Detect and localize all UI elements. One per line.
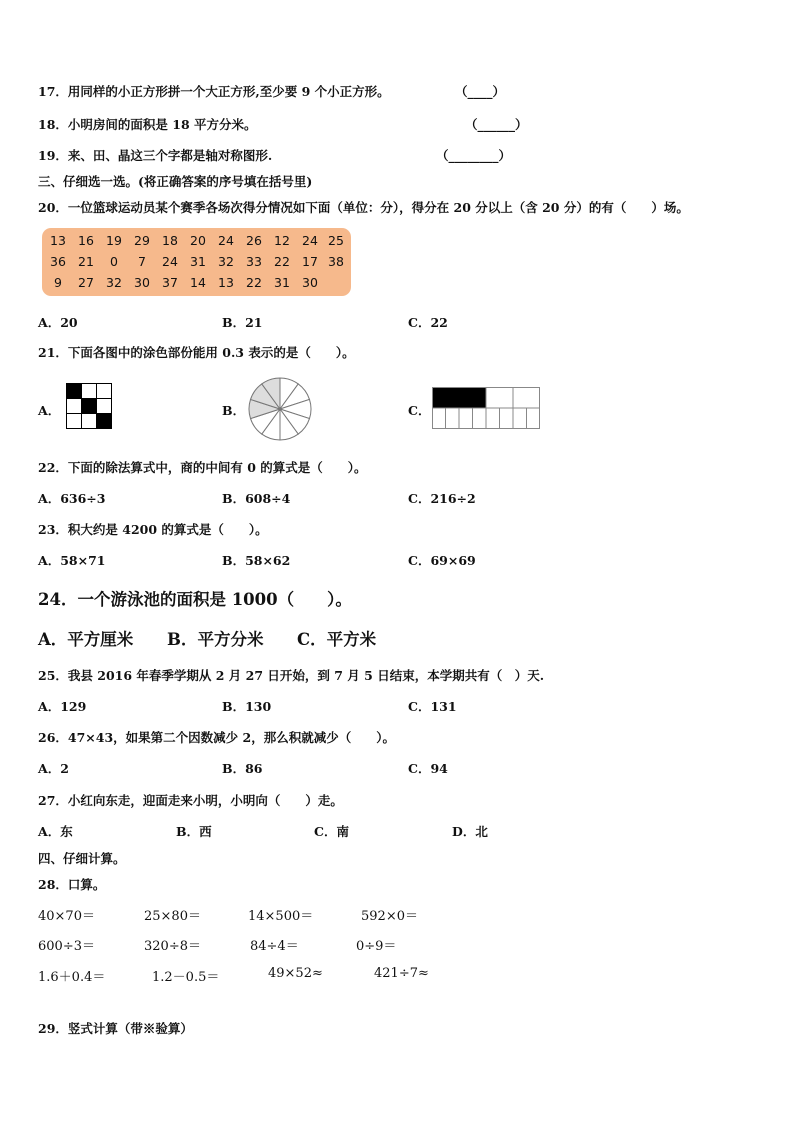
option-25-c[interactable]: C．131 (408, 699, 457, 714)
option-23-a[interactable]: A．58×71 (38, 553, 106, 568)
score-cell: 29 (134, 233, 150, 248)
option-21-b-label[interactable]: B． (222, 403, 246, 418)
score-cell: 30 (134, 275, 150, 290)
score-cell: 31 (190, 254, 206, 269)
question-22: 22．下面的除法算式中，商的中间有 0 的算式是（ ）。 (38, 460, 367, 475)
option-25-a[interactable]: A．129 (38, 699, 87, 714)
score-cell: 20 (190, 233, 206, 248)
calc-item: 1.6＋0.4＝ (38, 970, 106, 985)
question-18: 18．小明房间的面积是 18 平方分米。 (38, 117, 257, 132)
score-cell: 32 (106, 275, 122, 290)
option-20-b[interactable]: B．21 (222, 315, 263, 330)
score-cell: 37 (162, 275, 178, 290)
option-26-a[interactable]: A．2 (38, 761, 69, 776)
question-21: 21．下面各图中的涂色部份能用 0.3 表示的是（ ）。 (38, 345, 355, 360)
question-24: 24．一个游泳池的面积是 1000（ ）。 (38, 590, 352, 609)
score-cell: 12 (274, 233, 290, 248)
score-table (42, 228, 351, 296)
score-cell: 24 (162, 254, 178, 269)
score-cell: 21 (78, 254, 94, 269)
calc-item: 600÷3＝ (38, 939, 95, 954)
score-cell: 38 (328, 254, 344, 269)
option-21-c-label[interactable]: C． (408, 403, 431, 418)
option-26-b[interactable]: B．86 (222, 761, 263, 776)
answer-blank-17[interactable]: （____） (455, 84, 506, 99)
option-20-c[interactable]: C．22 (408, 315, 448, 330)
score-cell: 14 (190, 275, 206, 290)
calc-item: 14×500＝ (248, 909, 314, 924)
score-cell: 13 (218, 275, 234, 290)
option-25-b[interactable]: B．130 (222, 699, 272, 714)
score-cell: 16 (78, 233, 94, 248)
score-cell: 18 (162, 233, 178, 248)
calc-item: 320÷8＝ (144, 939, 201, 954)
figure-21-c-rectangle[interactable] (432, 387, 540, 429)
question-29: 29．竖式计算（带※验算） (38, 1021, 193, 1036)
option-20-a[interactable]: A．20 (38, 315, 78, 330)
score-cell: 27 (78, 275, 94, 290)
figure-21-b-circle[interactable] (248, 377, 312, 441)
option-22-a[interactable]: A．636÷3 (38, 491, 106, 506)
calc-item: 592×0＝ (361, 909, 418, 924)
calc-item: 1.2－0.5＝ (152, 970, 220, 985)
score-cell: 22 (274, 254, 290, 269)
score-cell: 13 (50, 233, 66, 248)
score-cell: 31 (274, 275, 290, 290)
option-26-c[interactable]: C．94 (408, 761, 448, 776)
question-26: 26．47×43，如果第二个因数减少 2，那么积就减少（ ）。 (38, 730, 395, 745)
question-27: 27．小红向东走，迎面走来小明，小明向（ ）走。 (38, 793, 343, 808)
answer-blank-19[interactable]: （________） (436, 148, 512, 163)
question-20: 20．一位篮球运动员某个赛季各场次得分情况如下面（单位：分），得分在 20 分以上（含 20 分）的有（ ）场。 (38, 200, 689, 215)
option-27-b[interactable]: B．西 (176, 824, 212, 839)
option-24-c[interactable]: C．平方米 (297, 630, 377, 649)
score-cell: 0 (110, 254, 118, 269)
question-28: 28．口算。 (38, 877, 106, 892)
question-23: 23．积大约是 4200 的算式是（ ）。 (38, 522, 268, 537)
score-cell: 33 (246, 254, 262, 269)
option-22-b[interactable]: B．608÷4 (222, 491, 291, 506)
question-19: 19．来、田、晶这三个字都是轴对称图形. (38, 148, 273, 163)
score-cell: 9 (54, 275, 62, 290)
question-25: 25．我县 2016 年春季学期从 2 月 27 日开始，到 7 月 5 日结束，本学期共有（ ）天. (38, 668, 545, 683)
score-cell: 26 (246, 233, 262, 248)
calc-item: 84÷4＝ (250, 939, 299, 954)
option-23-c[interactable]: C．69×69 (408, 553, 476, 568)
score-cell: 7 (138, 254, 146, 269)
score-cell: 36 (50, 254, 66, 269)
section-3-heading: 三、仔细选一选。(将正确答案的序号填在括号里) (38, 174, 313, 189)
score-cell: 25 (328, 233, 344, 248)
option-24-b[interactable]: B．平方分米 (167, 630, 264, 649)
question-17: 17．用同样的小正方形拼一个大正方形,至少要 9 个小正方形。 (38, 84, 390, 99)
score-cell: 32 (218, 254, 234, 269)
figure-21-a-grid[interactable] (66, 383, 112, 429)
calc-item: 421÷7≈ (374, 966, 429, 981)
option-22-c[interactable]: C．216÷2 (408, 491, 476, 506)
score-cell: 24 (218, 233, 234, 248)
answer-blank-18[interactable]: （______） (465, 117, 528, 132)
score-cell: 30 (302, 275, 318, 290)
option-27-a[interactable]: A．东 (38, 824, 73, 839)
score-cell: 24 (302, 233, 318, 248)
section-4-heading: 四、仔细计算。 (38, 851, 126, 866)
calc-item: 0÷9＝ (356, 939, 397, 954)
score-cell: 17 (302, 254, 318, 269)
calc-item: 49×52≈ (268, 966, 323, 981)
calc-item: 40×70＝ (38, 909, 95, 924)
option-27-d[interactable]: D．北 (452, 824, 488, 839)
option-24-a[interactable]: A．平方厘米 (38, 630, 134, 649)
option-21-a-label[interactable]: A． (38, 403, 61, 418)
score-cell: 19 (106, 233, 122, 248)
option-27-c[interactable]: C．南 (314, 824, 349, 839)
score-cell: 22 (246, 275, 262, 290)
option-23-b[interactable]: B．58×62 (222, 553, 291, 568)
calc-item: 25×80＝ (144, 909, 201, 924)
